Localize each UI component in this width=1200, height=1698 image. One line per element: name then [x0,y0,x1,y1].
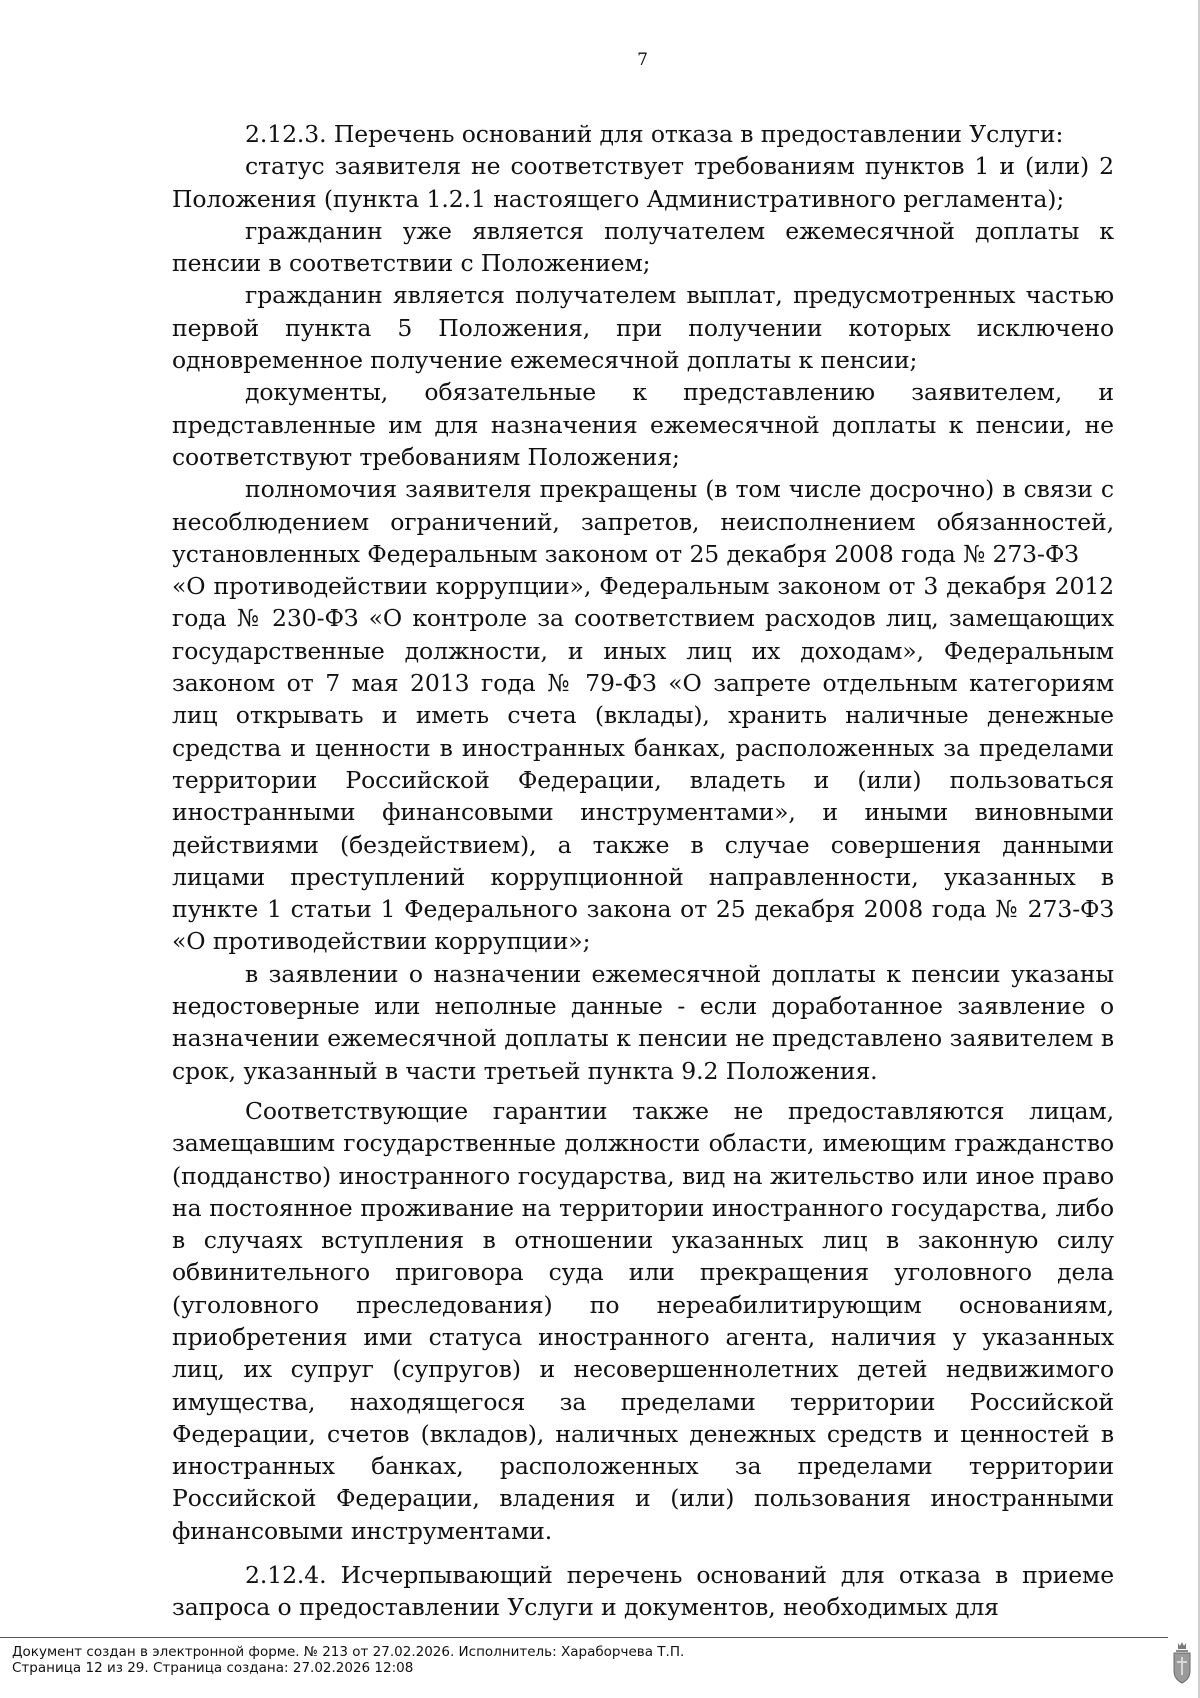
page-number: 7 [637,50,648,70]
paragraph: в заявлении о назначении ежемесячной доплаты к пенсии указаны недостоверные или неполные данные - если доработанное заявление о назначении ежемесячной доплаты к пенсии не представлено заявителем в срок, указанный в части третьей пункта 9.2 Положения. [172,959,1114,1085]
section-heading-2-12-3: 2.12.3. Перечень оснований для отказа в предоставлении Услуги: [245,120,1064,148]
footer [12,1645,684,1676]
footer-line-2: Страница 12 из 29. Страница создана: 27.02.2026 12:08 [12,1659,414,1676]
paragraph: документы, обязательные к представлению заявителем, и представленные им для назначения ежемесячной доплаты к пенсии, не соответствуют требованиям Положения; [172,378,1114,471]
coat-of-arms-icon [1171,1641,1193,1685]
section-heading-2-12-4: 2.12.4. Исчерпывающий перечень оснований для отказа в приеме запроса о предоставлении Услуги и документов, необходимых для [172,1561,1114,1622]
paragraph: гражданин уже является получателем ежемесячной доплаты к пенсии в соответствии с Положением; [172,216,1114,278]
paragraph: полномочия заявителя прекращены (в том числе досрочно) в связи с несоблюдением ограничений, запретов, неисполнением обязанностей, установленных Федеральным законом от 25 декабря 2008 года № 273-ФЗ [172,475,1114,568]
paragraph: статус заявителя не соответствует требованиям пунктов 1 и (или) 2 Положения (пункта 1.2.1 настоящего Административного регламента); [172,152,1114,213]
paragraph-continuation: «О противодействии коррупции», Федеральным законом от 3 декабря 2012 года № 230-ФЗ «О контроле за соответствием расходов лиц, замещающих государственные должности, и иных лиц их доходам», Федеральным законом от 7 мая 2013 года № 79-ФЗ «О запрете отдельным категориям лиц открывать и иметь счета (вклады), хранить наличные денежные средства и ценности в иностранных банках, расположенных за пределами территории Российской Федерации, владеть и (или) пользоваться иностранными финансовыми инструментами», и иными виновными действиями (бездействием), а также в случае совершения данными лицами преступлений коррупционной направленности, указанных в пункте 1 статьи 1 Федерального закона от 25 декабря 2008 года № 273-ФЗ «О противодействии коррупции»; [172,572,1114,956]
paragraph: Соответствующие гарантии также не предоставляются лицам, замещавшим государственные должности области, имеющим гражданство (подданство) иностранного государства, вид на жительство или иное право на постоянное проживание на территории иностранного государства, либо в случаях вступления в отношении указанных лиц в законную силу обвинительного приговора суда или прекращения уголовного дела (уголовного преследования) по нереабилитирующим основаниям, приобретения ими статуса иностранного агента, наличия у указанных лиц, их супруг (супругов) и несовершеннолетних детей недвижимого имущества, находящегося за пределами территории Российской Федерации, счетов (вкладов), наличных денежных средств и ценностей в иностранных банках, расположенных за пределами территории Российской Федерации, владения и (или) пользования иностранными финансовыми инструментами. [172,1096,1114,1545]
paragraph: гражданин является получателем выплат, предусмотренных частью первой пункта 5 Положения, при получении которых исключено одновременное получение ежемесячной доплаты к пенсии; [172,281,1114,375]
footer-line-1: Документ создан в электронной форме. № 213 от 27.02.2026. Исполнитель: Хараборчева Т.П. [12,1644,685,1660]
document-body [172,118,1114,1624]
footer-divider [0,1637,1168,1638]
